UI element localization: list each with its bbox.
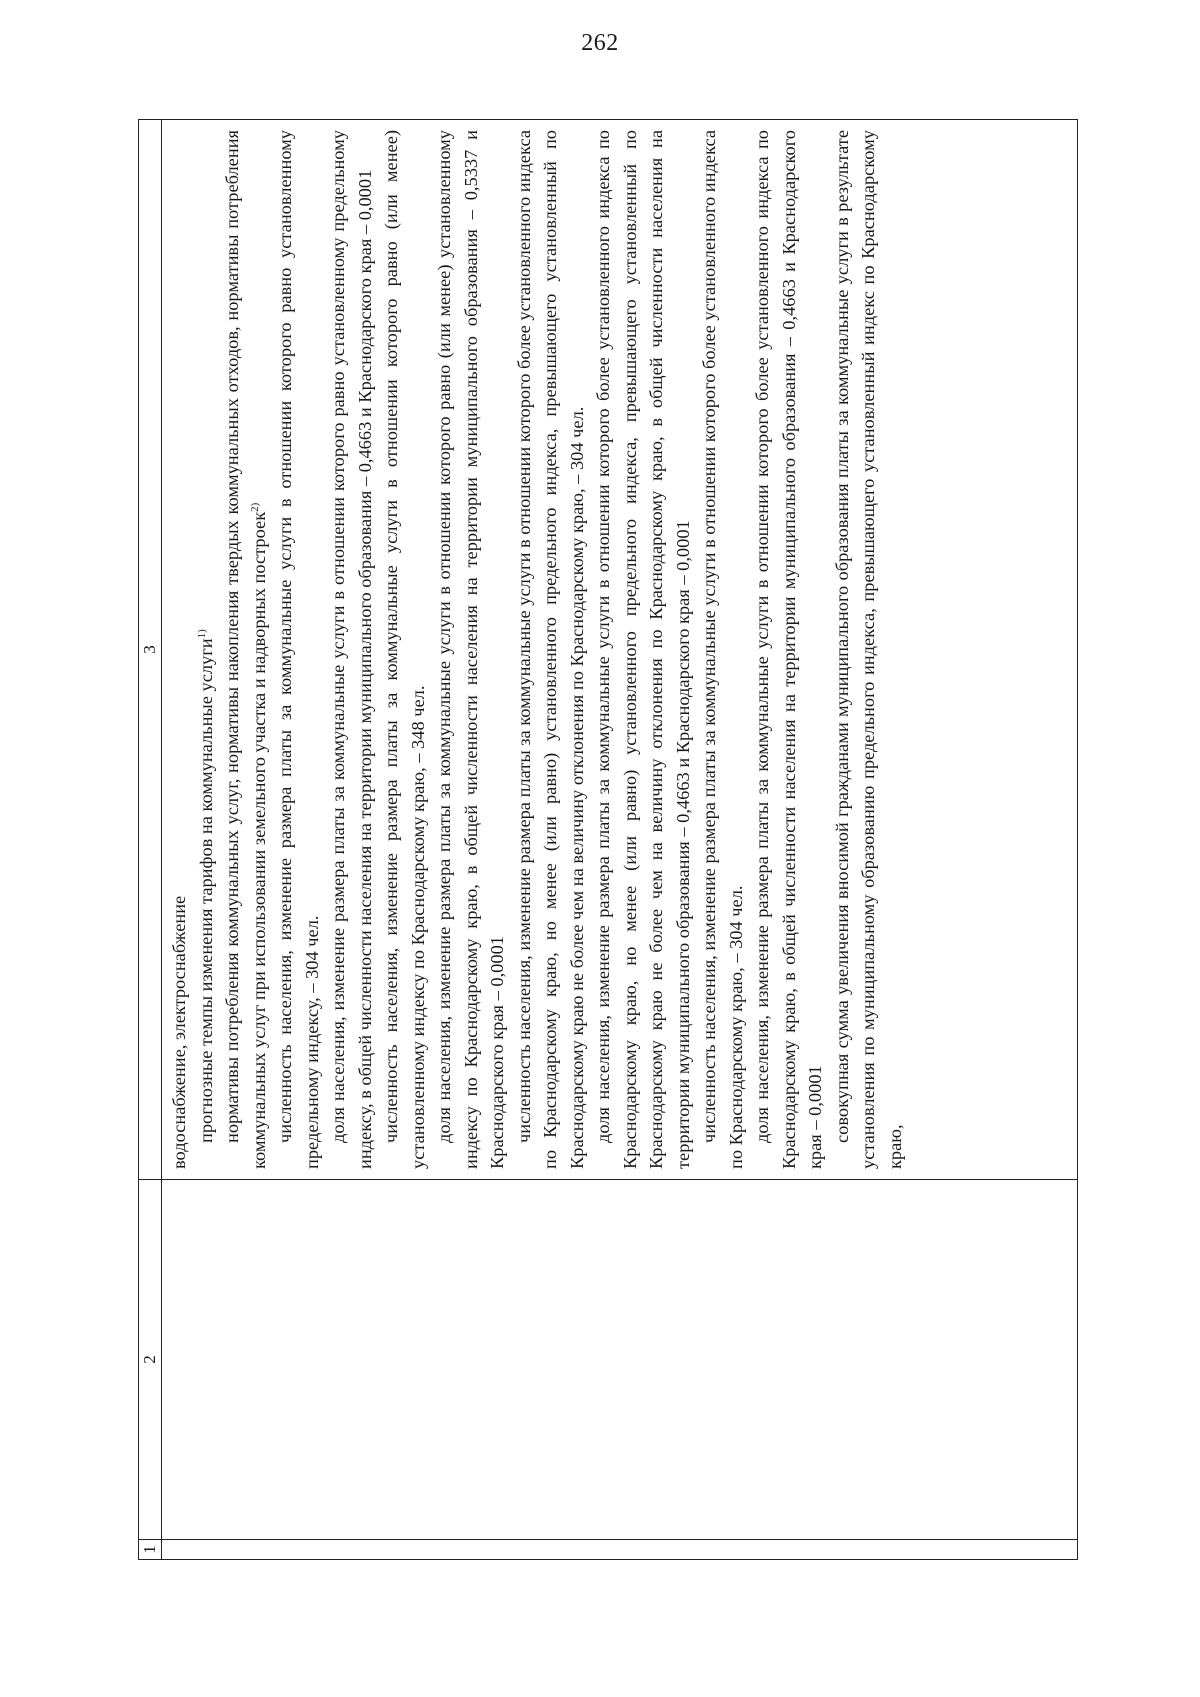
paragraph bbox=[378, 130, 431, 1169]
paragraph bbox=[696, 130, 749, 1169]
paragraph bbox=[272, 130, 325, 1169]
paragraph bbox=[749, 130, 829, 1169]
paragraph-text: совокупная сумма увеличения вносимой гражданами муниципального образования платы за коммунальные услуги в результате установления по муниципальному образованию предельного индекса, превышающего установленный индекс по Краснодарскому краю, bbox=[831, 130, 905, 1169]
cell-col-2 bbox=[162, 1180, 1078, 1540]
content-table bbox=[138, 119, 1078, 1560]
paragraph bbox=[431, 130, 511, 1169]
paragraph bbox=[829, 130, 909, 1169]
paragraph-text: прогнозные темпы изменения тарифов на коммунальные услуги bbox=[195, 638, 216, 1143]
paragraph bbox=[219, 130, 272, 1169]
paragraph-text: нормативы потребления коммунальных услуг, нормативы накопления твердых коммунальных отходов, нормативы потребления коммунальных услуг при использовании земельного участка и надворных построек bbox=[222, 130, 269, 1169]
paragraph bbox=[511, 130, 591, 1169]
footnote-marker: 2) bbox=[248, 502, 261, 512]
table-row bbox=[162, 120, 1078, 1560]
footnote-marker: 1) bbox=[195, 629, 208, 639]
paragraph bbox=[193, 130, 220, 1169]
paragraph-text: численность населения, изменение размера платы за коммунальные услуги в отношении которого равно установленному предельному индексу, – 304 чел. bbox=[275, 130, 322, 1169]
paragraph-text: водоснабжение, электроснабжение bbox=[169, 895, 189, 1169]
paragraph-text: доля населения, изменение размера платы за коммунальные услуги в отношении которого равно установленному предельному индексу, в общей численности населения на территории муниципального образования – 0,4663 и Краснодарского края – 0,0001 bbox=[328, 130, 375, 1169]
paragraph-text: численность населения, изменение размера платы за коммунальные услуги в отношении которого более установленного индекса по Краснодарскому краю, но менее (или равно) установленного предельного индекса, превышающего установленный по Краснодарскому краю не более чем на величину отклонения по Краснодарскому краю, – 304 чел. bbox=[513, 130, 587, 1169]
paragraph-text: доля населения, изменение размера платы за коммунальные услуги в отношении которого равно (или менее) установленному индексу по Краснодарскому краю, в общей численности населения на территории муниципального образования – 0,5337 и Краснодарского края – 0,0001 bbox=[434, 130, 507, 1169]
cell-col-3 bbox=[162, 120, 1078, 1180]
paragraph bbox=[590, 130, 696, 1169]
paragraph bbox=[325, 130, 378, 1169]
page-number: 262 bbox=[581, 30, 619, 56]
paragraph-text: доля населения, изменение размера платы за коммунальные услуги в отношении которого более установленного индекса по Краснодарскому краю, в общей численности населения на территории муниципального образования – 0,4663 и Краснодарского края – 0,0001 bbox=[752, 130, 825, 1169]
cell-col-1 bbox=[162, 1540, 1078, 1560]
paragraph-text: доля населения, изменение размера платы за коммунальные услуги в отношении которого более установленного индекса по Краснодарскому краю, но менее (или равно) установленного предельного индекса, превышающего установленный по Краснодарскому краю не более чем на величину отклонения по Краснодарскому краю, в общей численности населения на территории муниципального образования – 0,4663 и Краснодарского края – 0,0001 bbox=[593, 130, 693, 1169]
paragraph-text: численность населения, изменение размера платы за коммунальные услуги в отношении которого более установленного индекса по Краснодарскому краю, – 304 чел. bbox=[699, 130, 746, 1169]
rotated-table-container bbox=[138, 120, 1078, 1560]
cell-col-3-text bbox=[162, 120, 908, 1179]
table-header-row bbox=[139, 120, 162, 1560]
column-header-1: 1 bbox=[139, 1540, 162, 1560]
column-header-3: 3 bbox=[139, 120, 162, 1180]
paragraph-text: численность населения, изменение размера платы за коммунальные услуги в отношении которого равно (или менее) установленному индексу по Краснодарскому краю, – 348 чел. bbox=[381, 130, 428, 1169]
column-header-2: 2 bbox=[139, 1180, 162, 1540]
paragraph bbox=[166, 130, 193, 1169]
